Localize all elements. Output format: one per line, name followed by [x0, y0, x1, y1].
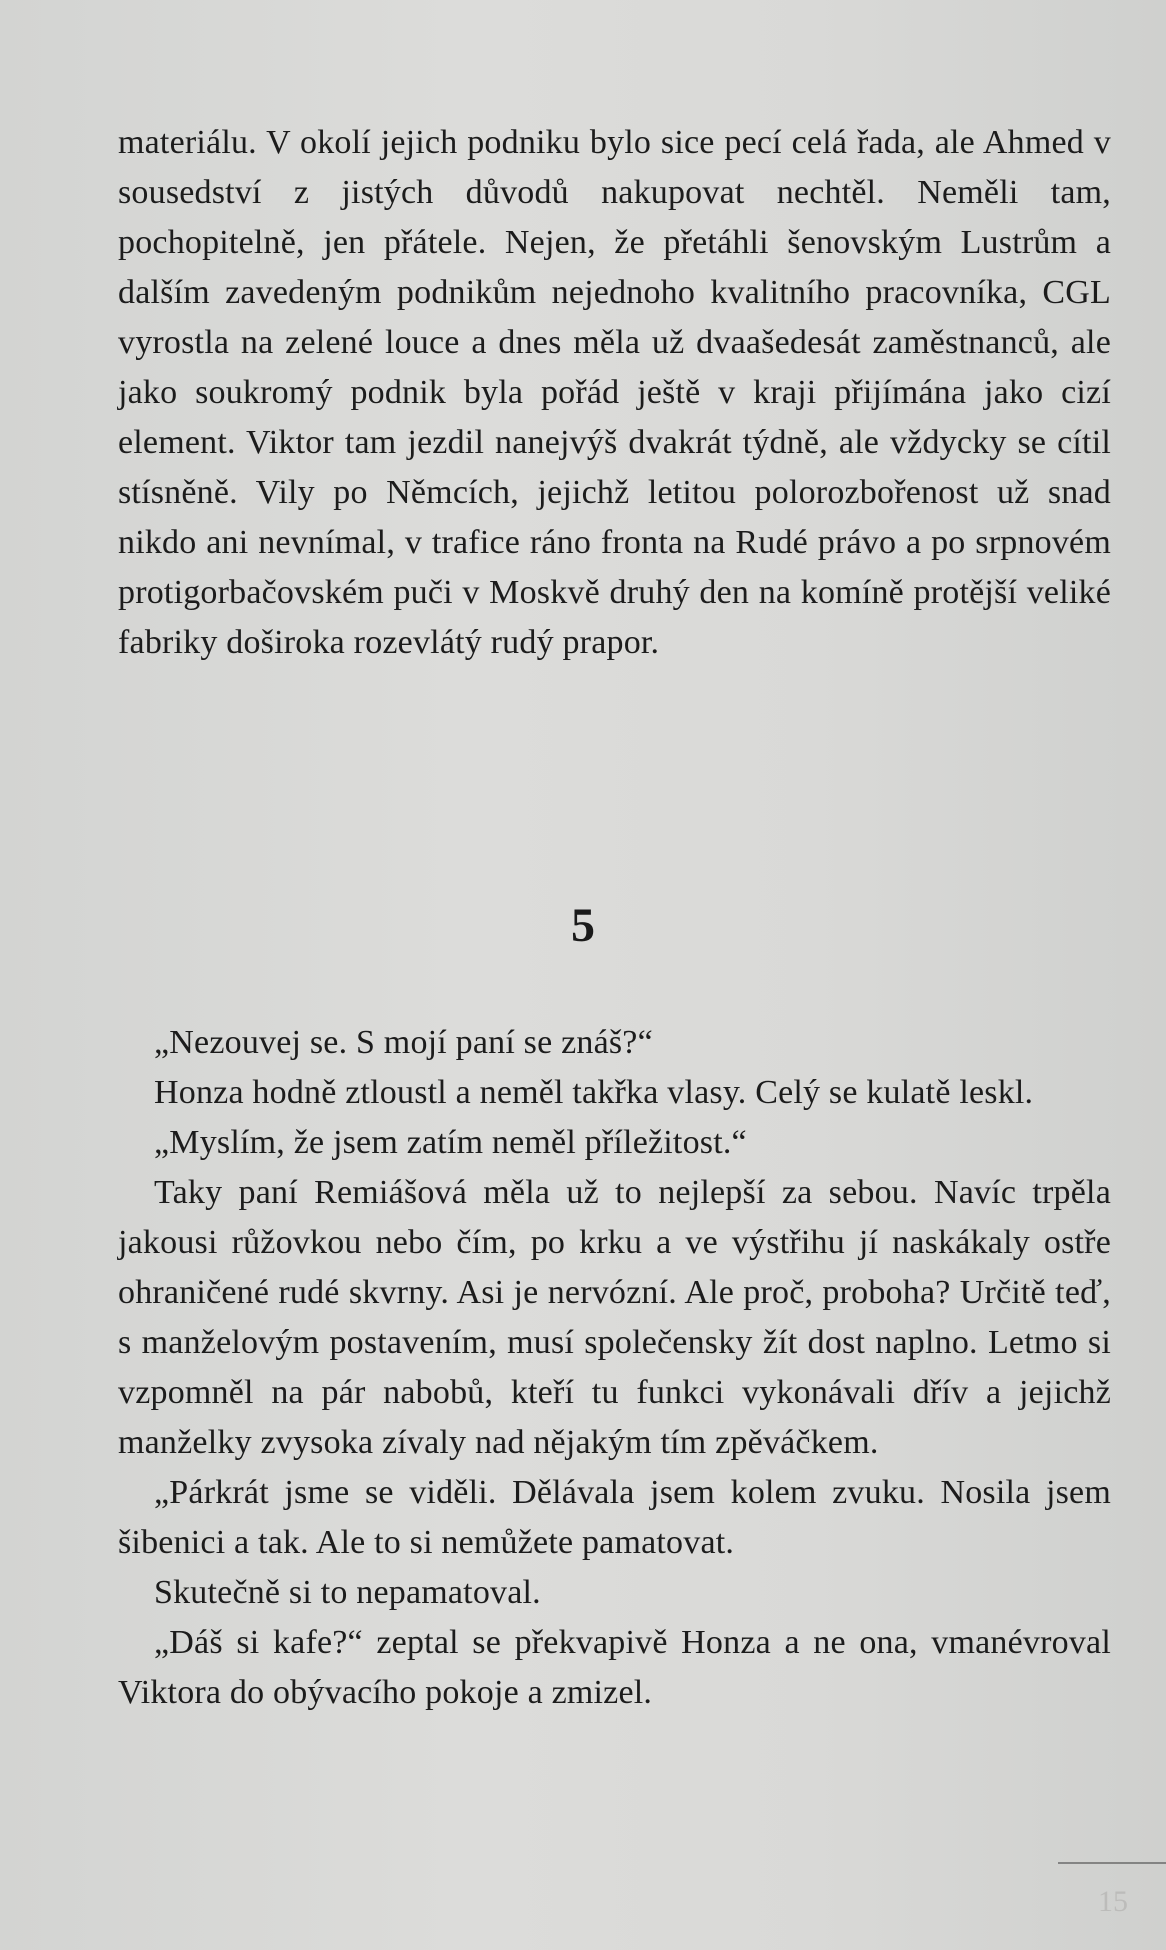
text-block-top: [118, 118, 1111, 668]
text-block-bottom: [118, 1018, 1111, 1718]
page-number: 15: [1098, 1885, 1128, 1918]
paragraph: Honza hodně ztloustl a neměl takřka vlasy. Celý se kulatě leskl.: [154, 1074, 1034, 1111]
paragraph: „Párkrát jsme se viděli. Dělávala jsem kolem zvuku. Nosila jsem šibenici a tak. Ale to si nemůžete pamatovat.: [118, 1474, 1111, 1561]
chapter-number: 5: [571, 899, 595, 952]
footer-rule: [1058, 1862, 1166, 1864]
paragraph: Skutečně si to nepamatoval.: [154, 1574, 541, 1611]
paragraph: Taky paní Remiášová měla už to nejlepší za sebou. Navíc trpěla jakousi růžovkou nebo čím, po krku a ve výstřihu jí naskákaly ostře ohraničené rudé skvrny. Asi je nervózní. Ale proč, proboha? Určitě teď, s manželovým postavením, musí společensky žít dost naplno. Letmo si vzpomněl na pár nabobů, kteří tu funkci vykonávali dřív a jejichž manželky zvysoka zívaly nad nějakým tím zpěváčkem.: [118, 1174, 1111, 1461]
paragraph: „Dáš si kafe?“ zeptal se překvapivě Honza a ne ona, vmanévroval Viktora do obývacího pokoje a zmizel.: [118, 1624, 1111, 1711]
paragraph: „Nezouvej se. S mojí paní se znáš?“: [154, 1024, 653, 1061]
paragraph: „Myslím, že jsem zatím neměl příležitost.“: [154, 1124, 747, 1161]
paragraph: materiálu. V okolí jejich podniku bylo sice pecí celá řada, ale Ahmed v sousedství z jistých důvodů nakupovat nechtěl. Neměli tam, pochopitelně, jen přátele. Nejen, že přetáhli šenovským Lustrům a dalším zavedeným podnikům nejednoho kvalitního pracovníka, CGL vyrostla na zelené louce a dnes měla už dvaašedesát zaměstnanců, ale jako soukromý podnik byla pořád ještě v kraji přijímána jako cizí element. Viktor tam jezdil nanejvýš dvakrát týdně, ale vždycky se cítil stísněně. Vily po Němcích, jejichž letitou polorozbořenost už snad nikdo ani nevnímal, v trafice ráno fronta na Rudé právo a po srpnovém protigorbačovském puči v Moskvě druhý den na komíně protější veliké fabriky doširoka rozevlátý rudý prapor.: [118, 124, 1111, 661]
